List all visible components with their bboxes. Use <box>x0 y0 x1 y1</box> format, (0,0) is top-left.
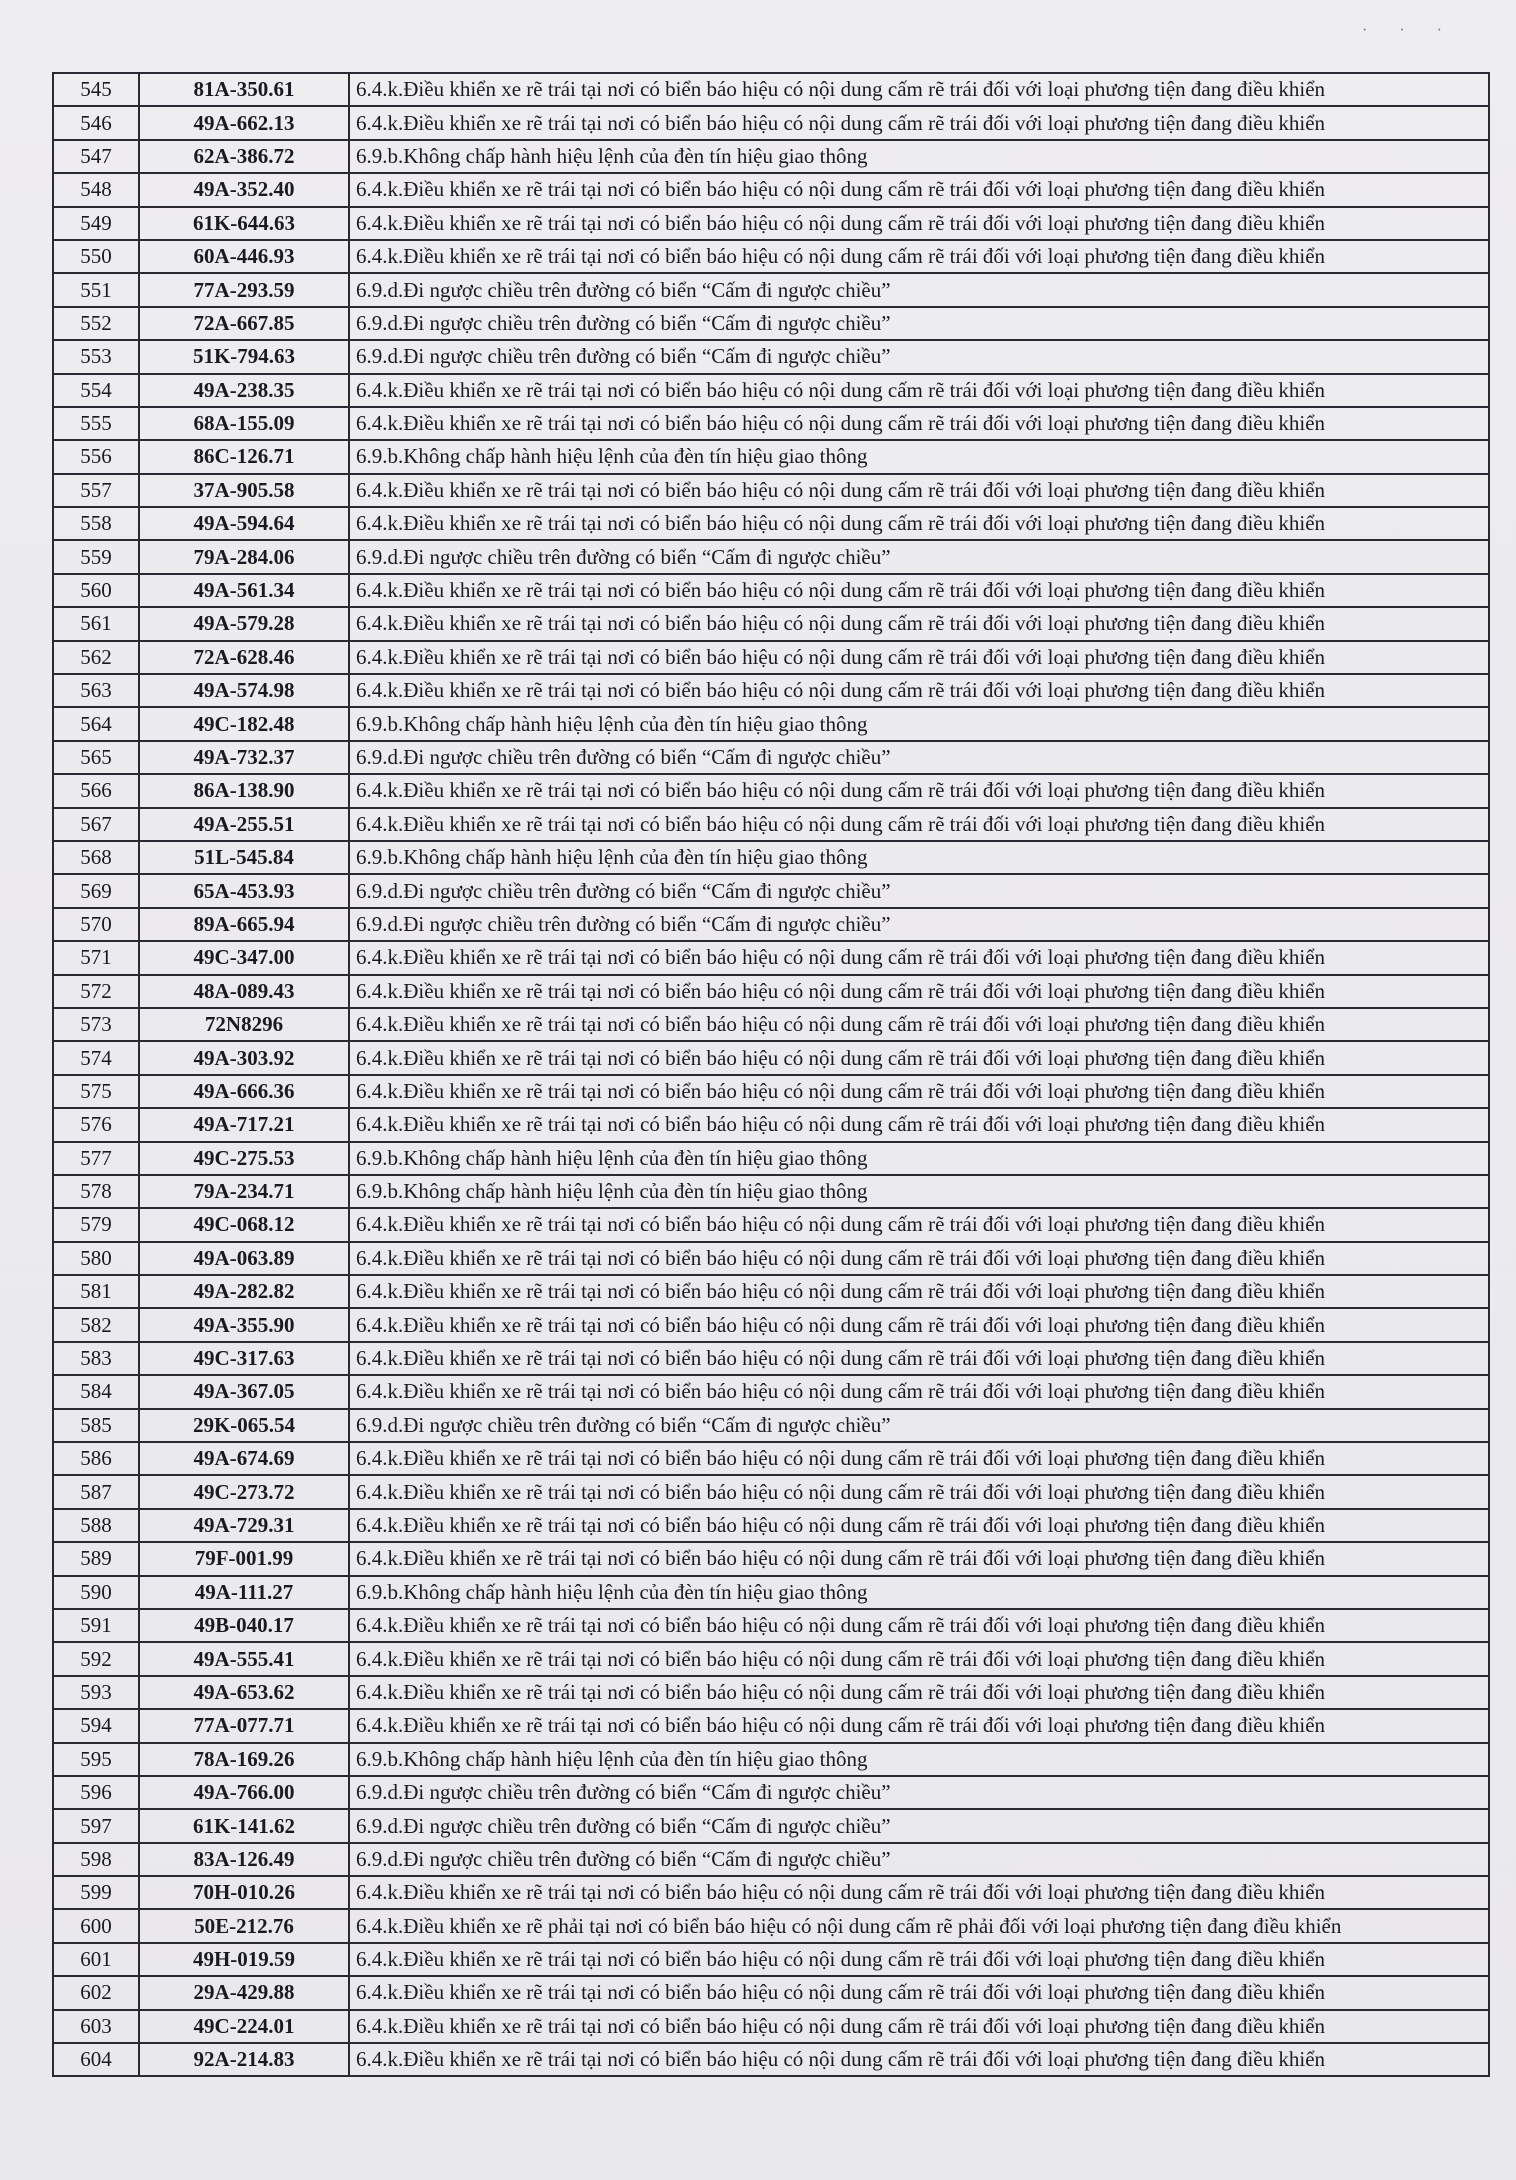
row-number: 596 <box>53 1776 139 1809</box>
row-number: 568 <box>53 841 139 874</box>
license-plate: 49A-574.98 <box>139 674 349 707</box>
row-number: 580 <box>53 1242 139 1275</box>
table-row <box>53 1175 1489 1208</box>
violation-description: 6.9.d.Đi ngược chiều trên đường có biển “Cấm đi ngược chiều” <box>349 908 1489 941</box>
row-number: 599 <box>53 1876 139 1909</box>
violations-table-body <box>53 73 1489 2076</box>
row-number: 572 <box>53 975 139 1008</box>
table-row <box>53 674 1489 707</box>
row-number: 557 <box>53 474 139 507</box>
violation-description: 6.4.k.Điều khiển xe rẽ trái tại nơi có biển báo hiệu có nội dung cấm rẽ trái đối với loại phương tiện đang điều khiển <box>349 1342 1489 1375</box>
license-plate: 29A-429.88 <box>139 1976 349 2009</box>
table-row <box>53 908 1489 941</box>
license-plate: 49A-666.36 <box>139 1075 349 1108</box>
row-number: 574 <box>53 1041 139 1074</box>
license-plate: 61K-141.62 <box>139 1809 349 1842</box>
violation-description: 6.4.k.Điều khiển xe rẽ trái tại nơi có biển báo hiệu có nội dung cấm rẽ trái đối với loại phương tiện đang điều khiển <box>349 1976 1489 2009</box>
license-plate: 86C-126.71 <box>139 440 349 473</box>
license-plate: 37A-905.58 <box>139 474 349 507</box>
table-row <box>53 1041 1489 1074</box>
table-row <box>53 2010 1489 2043</box>
license-plate: 49A-662.13 <box>139 106 349 139</box>
row-number: 550 <box>53 240 139 273</box>
license-plate: 51L-545.84 <box>139 841 349 874</box>
table-row <box>53 1375 1489 1408</box>
violation-description: 6.4.k.Điều khiển xe rẽ trái tại nơi có biển báo hiệu có nội dung cấm rẽ trái đối với loại phương tiện đang điều khiển <box>349 407 1489 440</box>
license-plate: 49A-729.31 <box>139 1509 349 1542</box>
license-plate: 49A-766.00 <box>139 1776 349 1809</box>
row-number: 554 <box>53 374 139 407</box>
violation-description: 6.4.k.Điều khiển xe rẽ trái tại nơi có biển báo hiệu có nội dung cấm rẽ trái đối với loại phương tiện đang điều khiển <box>349 1242 1489 1275</box>
row-number: 567 <box>53 808 139 841</box>
license-plate: 49A-717.21 <box>139 1108 349 1141</box>
row-number: 573 <box>53 1008 139 1041</box>
table-row <box>53 1943 1489 1976</box>
license-plate: 29K-065.54 <box>139 1409 349 1442</box>
violation-description: 6.4.k.Điều khiển xe rẽ trái tại nơi có biển báo hiệu có nội dung cấm rẽ trái đối với loại phương tiện đang điều khiển <box>349 1442 1489 1475</box>
table-row <box>53 1909 1489 1942</box>
row-number: 552 <box>53 307 139 340</box>
violation-description: 6.9.d.Đi ngược chiều trên đường có biển “Cấm đi ngược chiều” <box>349 540 1489 573</box>
violation-description: 6.9.b.Không chấp hành hiệu lệnh của đèn tín hiệu giao thông <box>349 1743 1489 1776</box>
license-plate: 49A-303.92 <box>139 1041 349 1074</box>
row-number: 586 <box>53 1442 139 1475</box>
row-number: 561 <box>53 607 139 640</box>
row-number: 603 <box>53 2010 139 2043</box>
violation-description: 6.9.d.Đi ngược chiều trên đường có biển “Cấm đi ngược chiều” <box>349 273 1489 306</box>
row-number: 569 <box>53 874 139 907</box>
violation-description: 6.4.k.Điều khiển xe rẽ trái tại nơi có biển báo hiệu có nội dung cấm rẽ trái đối với loại phương tiện đang điều khiển <box>349 1609 1489 1642</box>
row-number: 553 <box>53 340 139 373</box>
violation-description: 6.4.k.Điều khiển xe rẽ trái tại nơi có biển báo hiệu có nội dung cấm rẽ trái đối với loại phương tiện đang điều khiển <box>349 641 1489 674</box>
row-number: 582 <box>53 1308 139 1341</box>
row-number: 592 <box>53 1642 139 1675</box>
row-number: 545 <box>53 73 139 106</box>
table-row <box>53 106 1489 139</box>
row-number: 594 <box>53 1709 139 1742</box>
row-number: 604 <box>53 2043 139 2076</box>
row-number: 587 <box>53 1475 139 1508</box>
row-number: 564 <box>53 707 139 740</box>
license-plate: 68A-155.09 <box>139 407 349 440</box>
row-number: 601 <box>53 1943 139 1976</box>
table-row <box>53 808 1489 841</box>
table-row <box>53 1776 1489 1809</box>
row-number: 579 <box>53 1208 139 1241</box>
violation-description: 6.4.k.Điều khiển xe rẽ trái tại nơi có biển báo hiệu có nội dung cấm rẽ trái đối với loại phương tiện đang điều khiển <box>349 1542 1489 1575</box>
license-plate: 70H-010.26 <box>139 1876 349 1909</box>
table-row <box>53 1509 1489 1542</box>
license-plate: 49A-594.64 <box>139 507 349 540</box>
table-row <box>53 1475 1489 1508</box>
table-row <box>53 1409 1489 1442</box>
license-plate: 49A-561.34 <box>139 574 349 607</box>
table-row <box>53 1876 1489 1909</box>
table-row <box>53 1609 1489 1642</box>
row-number: 593 <box>53 1676 139 1709</box>
violation-description: 6.9.d.Đi ngược chiều trên đường có biển “Cấm đi ngược chiều” <box>349 340 1489 373</box>
violation-description: 6.9.b.Không chấp hành hiệu lệnh của đèn tín hiệu giao thông <box>349 1576 1489 1609</box>
row-number: 590 <box>53 1576 139 1609</box>
table-row <box>53 173 1489 206</box>
violation-description: 6.4.k.Điều khiển xe rẽ trái tại nơi có biển báo hiệu có nội dung cấm rẽ trái đối với loại phương tiện đang điều khiển <box>349 106 1489 139</box>
table-row <box>53 841 1489 874</box>
table-row <box>53 1342 1489 1375</box>
license-plate: 81A-350.61 <box>139 73 349 106</box>
violation-description: 6.9.b.Không chấp hành hiệu lệnh của đèn tín hiệu giao thông <box>349 140 1489 173</box>
row-number: 570 <box>53 908 139 941</box>
license-plate: 49A-111.27 <box>139 1576 349 1609</box>
table-row <box>53 1308 1489 1341</box>
table-row <box>53 374 1489 407</box>
table-row <box>53 207 1489 240</box>
row-number: 585 <box>53 1409 139 1442</box>
violation-description: 6.9.d.Đi ngược chiều trên đường có biển “Cấm đi ngược chiều” <box>349 307 1489 340</box>
license-plate: 79F-001.99 <box>139 1542 349 1575</box>
license-plate: 49A-238.35 <box>139 374 349 407</box>
row-number: 597 <box>53 1809 139 1842</box>
corner-marks: · · · <box>1362 22 1456 39</box>
row-number: 571 <box>53 941 139 974</box>
violation-description: 6.4.k.Điều khiển xe rẽ trái tại nơi có biển báo hiệu có nội dung cấm rẽ trái đối với loại phương tiện đang điều khiển <box>349 1943 1489 1976</box>
row-number: 559 <box>53 540 139 573</box>
license-plate: 72N8296 <box>139 1008 349 1041</box>
row-number: 563 <box>53 674 139 707</box>
row-number: 581 <box>53 1275 139 1308</box>
table-row <box>53 1809 1489 1842</box>
row-number: 583 <box>53 1342 139 1375</box>
table-row <box>53 1642 1489 1675</box>
row-number: 591 <box>53 1609 139 1642</box>
violation-description: 6.4.k.Điều khiển xe rẽ trái tại nơi có biển báo hiệu có nội dung cấm rẽ trái đối với loại phương tiện đang điều khiển <box>349 240 1489 273</box>
license-plate: 49A-063.89 <box>139 1242 349 1275</box>
violation-description: 6.4.k.Điều khiển xe rẽ trái tại nơi có biển báo hiệu có nội dung cấm rẽ trái đối với loại phương tiện đang điều khiển <box>349 1709 1489 1742</box>
row-number: 556 <box>53 440 139 473</box>
row-number: 560 <box>53 574 139 607</box>
table-row <box>53 407 1489 440</box>
violation-description: 6.4.k.Điều khiển xe rẽ trái tại nơi có biển báo hiệu có nội dung cấm rẽ trái đối với loại phương tiện đang điều khiển <box>349 1275 1489 1308</box>
table-row <box>53 1008 1489 1041</box>
violation-description: 6.9.d.Đi ngược chiều trên đường có biển “Cấm đi ngược chiều” <box>349 1809 1489 1842</box>
violation-description: 6.9.d.Đi ngược chiều trên đường có biển “Cấm đi ngược chiều” <box>349 1776 1489 1809</box>
table-row <box>53 1442 1489 1475</box>
license-plate: 49C-317.63 <box>139 1342 349 1375</box>
license-plate: 49A-674.69 <box>139 1442 349 1475</box>
row-number: 566 <box>53 774 139 807</box>
row-number: 602 <box>53 1976 139 2009</box>
license-plate: 61K-644.63 <box>139 207 349 240</box>
violation-description: 6.4.k.Điều khiển xe rẽ trái tại nơi có biển báo hiệu có nội dung cấm rẽ trái đối với loại phương tiện đang điều khiển <box>349 1676 1489 1709</box>
violations-table <box>52 72 1490 2077</box>
license-plate: 60A-446.93 <box>139 240 349 273</box>
table-row <box>53 73 1489 106</box>
violation-description: 6.4.k.Điều khiển xe rẽ phải tại nơi có biển báo hiệu có nội dung cấm rẽ phải đối với loại phương tiện đang điều khiển <box>349 1909 1489 1942</box>
table-row <box>53 1108 1489 1141</box>
row-number: 565 <box>53 741 139 774</box>
license-plate: 72A-667.85 <box>139 307 349 340</box>
row-number: 562 <box>53 641 139 674</box>
row-number: 576 <box>53 1108 139 1141</box>
table-row <box>53 1542 1489 1575</box>
row-number: 555 <box>53 407 139 440</box>
violation-description: 6.9.d.Đi ngược chiều trên đường có biển “Cấm đi ngược chiều” <box>349 874 1489 907</box>
license-plate: 49A-555.41 <box>139 1642 349 1675</box>
row-number: 578 <box>53 1175 139 1208</box>
table-row <box>53 1208 1489 1241</box>
violation-description: 6.4.k.Điều khiển xe rẽ trái tại nơi có biển báo hiệu có nội dung cấm rẽ trái đối với loại phương tiện đang điều khiển <box>349 1208 1489 1241</box>
license-plate: 49B-040.17 <box>139 1609 349 1642</box>
row-number: 584 <box>53 1375 139 1408</box>
row-number: 546 <box>53 106 139 139</box>
table-row <box>53 1843 1489 1876</box>
table-row <box>53 1242 1489 1275</box>
table-row <box>53 273 1489 306</box>
table-row <box>53 340 1489 373</box>
violation-description: 6.4.k.Điều khiển xe rẽ trái tại nơi có biển báo hiệu có nội dung cấm rẽ trái đối với loại phương tiện đang điều khiển <box>349 674 1489 707</box>
violation-description: 6.9.b.Không chấp hành hiệu lệnh của đèn tín hiệu giao thông <box>349 707 1489 740</box>
license-plate: 65A-453.93 <box>139 874 349 907</box>
license-plate: 78A-169.26 <box>139 1743 349 1776</box>
license-plate: 49C-273.72 <box>139 1475 349 1508</box>
violation-description: 6.4.k.Điều khiển xe rẽ trái tại nơi có biển báo hiệu có nội dung cấm rẽ trái đối với loại phương tiện đang điều khiển <box>349 1642 1489 1675</box>
violation-description: 6.9.b.Không chấp hành hiệu lệnh của đèn tín hiệu giao thông <box>349 841 1489 874</box>
violation-description: 6.4.k.Điều khiển xe rẽ trái tại nơi có biển báo hiệu có nội dung cấm rẽ trái đối với loại phương tiện đang điều khiển <box>349 1475 1489 1508</box>
violation-description: 6.4.k.Điều khiển xe rẽ trái tại nơi có biển báo hiệu có nội dung cấm rẽ trái đối với loại phương tiện đang điều khiển <box>349 1375 1489 1408</box>
license-plate: 79A-284.06 <box>139 540 349 573</box>
violation-description: 6.9.b.Không chấp hành hiệu lệnh của đèn tín hiệu giao thông <box>349 1142 1489 1175</box>
table-row <box>53 440 1489 473</box>
table-row <box>53 975 1489 1008</box>
license-plate: 50E-212.76 <box>139 1909 349 1942</box>
row-number: 575 <box>53 1075 139 1108</box>
table-row <box>53 1576 1489 1609</box>
table-row <box>53 741 1489 774</box>
row-number: 598 <box>53 1843 139 1876</box>
table-row <box>53 1075 1489 1108</box>
row-number: 589 <box>53 1542 139 1575</box>
violation-description: 6.4.k.Điều khiển xe rẽ trái tại nơi có biển báo hiệu có nội dung cấm rẽ trái đối với loại phương tiện đang điều khiển <box>349 173 1489 206</box>
license-plate: 49A-367.05 <box>139 1375 349 1408</box>
violation-description: 6.4.k.Điều khiển xe rẽ trái tại nơi có biển báo hiệu có nội dung cấm rẽ trái đối với loại phương tiện đang điều khiển <box>349 2043 1489 2076</box>
violation-description: 6.4.k.Điều khiển xe rẽ trái tại nơi có biển báo hiệu có nội dung cấm rẽ trái đối với loại phương tiện đang điều khiển <box>349 808 1489 841</box>
violation-description: 6.4.k.Điều khiển xe rẽ trái tại nơi có biển báo hiệu có nội dung cấm rẽ trái đối với loại phương tiện đang điều khiển <box>349 1075 1489 1108</box>
license-plate: 49C-068.12 <box>139 1208 349 1241</box>
table-row <box>53 140 1489 173</box>
license-plate: 92A-214.83 <box>139 2043 349 2076</box>
table-row <box>53 1709 1489 1742</box>
license-plate: 51K-794.63 <box>139 340 349 373</box>
license-plate: 48A-089.43 <box>139 975 349 1008</box>
violation-description: 6.4.k.Điều khiển xe rẽ trái tại nơi có biển báo hiệu có nội dung cấm rẽ trái đối với loại phương tiện đang điều khiển <box>349 975 1489 1008</box>
table-row <box>53 474 1489 507</box>
violation-description: 6.4.k.Điều khiển xe rẽ trái tại nơi có biển báo hiệu có nội dung cấm rẽ trái đối với loại phương tiện đang điều khiển <box>349 507 1489 540</box>
row-number: 558 <box>53 507 139 540</box>
row-number: 547 <box>53 140 139 173</box>
violation-description: 6.4.k.Điều khiển xe rẽ trái tại nơi có biển báo hiệu có nội dung cấm rẽ trái đối với loại phương tiện đang điều khiển <box>349 774 1489 807</box>
license-plate: 49C-347.00 <box>139 941 349 974</box>
violation-description: 6.9.b.Không chấp hành hiệu lệnh của đèn tín hiệu giao thông <box>349 1175 1489 1208</box>
license-plate: 49A-732.37 <box>139 741 349 774</box>
license-plate: 49C-275.53 <box>139 1142 349 1175</box>
table-row <box>53 774 1489 807</box>
license-plate: 49C-182.48 <box>139 707 349 740</box>
violation-description: 6.4.k.Điều khiển xe rẽ trái tại nơi có biển báo hiệu có nội dung cấm rẽ trái đối với loại phương tiện đang điều khiển <box>349 474 1489 507</box>
license-plate: 77A-077.71 <box>139 1709 349 1742</box>
violation-description: 6.4.k.Điều khiển xe rẽ trái tại nơi có biển báo hiệu có nội dung cấm rẽ trái đối với loại phương tiện đang điều khiển <box>349 207 1489 240</box>
violation-description: 6.9.b.Không chấp hành hiệu lệnh của đèn tín hiệu giao thông <box>349 440 1489 473</box>
license-plate: 49A-255.51 <box>139 808 349 841</box>
violation-description: 6.4.k.Điều khiển xe rẽ trái tại nơi có biển báo hiệu có nội dung cấm rẽ trái đối với loại phương tiện đang điều khiển <box>349 2010 1489 2043</box>
license-plate: 49A-579.28 <box>139 607 349 640</box>
row-number: 551 <box>53 273 139 306</box>
table-row <box>53 540 1489 573</box>
violation-description: 6.9.d.Đi ngược chiều trên đường có biển “Cấm đi ngược chiều” <box>349 1843 1489 1876</box>
table-row <box>53 1275 1489 1308</box>
table-row <box>53 2043 1489 2076</box>
row-number: 600 <box>53 1909 139 1942</box>
table-row <box>53 1676 1489 1709</box>
violation-description: 6.4.k.Điều khiển xe rẽ trái tại nơi có biển báo hiệu có nội dung cấm rẽ trái đối với loại phương tiện đang điều khiển <box>349 1008 1489 1041</box>
violation-description: 6.9.d.Đi ngược chiều trên đường có biển “Cấm đi ngược chiều” <box>349 1409 1489 1442</box>
license-plate: 89A-665.94 <box>139 908 349 941</box>
license-plate: 62A-386.72 <box>139 140 349 173</box>
license-plate: 86A-138.90 <box>139 774 349 807</box>
row-number: 577 <box>53 1142 139 1175</box>
table-row <box>53 307 1489 340</box>
license-plate: 83A-126.49 <box>139 1843 349 1876</box>
table-row <box>53 1743 1489 1776</box>
license-plate: 49A-355.90 <box>139 1308 349 1341</box>
table-row <box>53 1976 1489 2009</box>
license-plate: 49A-352.40 <box>139 173 349 206</box>
table-row <box>53 240 1489 273</box>
license-plate: 72A-628.46 <box>139 641 349 674</box>
license-plate: 77A-293.59 <box>139 273 349 306</box>
license-plate: 49H-019.59 <box>139 1943 349 1976</box>
violation-description: 6.9.d.Đi ngược chiều trên đường có biển “Cấm đi ngược chiều” <box>349 741 1489 774</box>
row-number: 595 <box>53 1743 139 1776</box>
row-number: 588 <box>53 1509 139 1542</box>
table-row <box>53 641 1489 674</box>
violation-description: 6.4.k.Điều khiển xe rẽ trái tại nơi có biển báo hiệu có nội dung cấm rẽ trái đối với loại phương tiện đang điều khiển <box>349 374 1489 407</box>
violation-description: 6.4.k.Điều khiển xe rẽ trái tại nơi có biển báo hiệu có nội dung cấm rẽ trái đối với loại phương tiện đang điều khiển <box>349 73 1489 106</box>
license-plate: 49C-224.01 <box>139 2010 349 2043</box>
violation-description: 6.4.k.Điều khiển xe rẽ trái tại nơi có biển báo hiệu có nội dung cấm rẽ trái đối với loại phương tiện đang điều khiển <box>349 607 1489 640</box>
license-plate: 79A-234.71 <box>139 1175 349 1208</box>
violation-description: 6.4.k.Điều khiển xe rẽ trái tại nơi có biển báo hiệu có nội dung cấm rẽ trái đối với loại phương tiện đang điều khiển <box>349 1041 1489 1074</box>
license-plate: 49A-282.82 <box>139 1275 349 1308</box>
row-number: 548 <box>53 173 139 206</box>
row-number: 549 <box>53 207 139 240</box>
table-row <box>53 941 1489 974</box>
violation-description: 6.4.k.Điều khiển xe rẽ trái tại nơi có biển báo hiệu có nội dung cấm rẽ trái đối với loại phương tiện đang điều khiển <box>349 1876 1489 1909</box>
table-row <box>53 607 1489 640</box>
table-row <box>53 507 1489 540</box>
violation-description: 6.4.k.Điều khiển xe rẽ trái tại nơi có biển báo hiệu có nội dung cấm rẽ trái đối với loại phương tiện đang điều khiển <box>349 1108 1489 1141</box>
violation-description: 6.4.k.Điều khiển xe rẽ trái tại nơi có biển báo hiệu có nội dung cấm rẽ trái đối với loại phương tiện đang điều khiển <box>349 1509 1489 1542</box>
table-row <box>53 574 1489 607</box>
violation-description: 6.4.k.Điều khiển xe rẽ trái tại nơi có biển báo hiệu có nội dung cấm rẽ trái đối với loại phương tiện đang điều khiển <box>349 574 1489 607</box>
table-row <box>53 707 1489 740</box>
table-row <box>53 1142 1489 1175</box>
violation-description: 6.4.k.Điều khiển xe rẽ trái tại nơi có biển báo hiệu có nội dung cấm rẽ trái đối với loại phương tiện đang điều khiển <box>349 941 1489 974</box>
license-plate: 49A-653.62 <box>139 1676 349 1709</box>
violation-description: 6.4.k.Điều khiển xe rẽ trái tại nơi có biển báo hiệu có nội dung cấm rẽ trái đối với loại phương tiện đang điều khiển <box>349 1308 1489 1341</box>
table-row <box>53 874 1489 907</box>
